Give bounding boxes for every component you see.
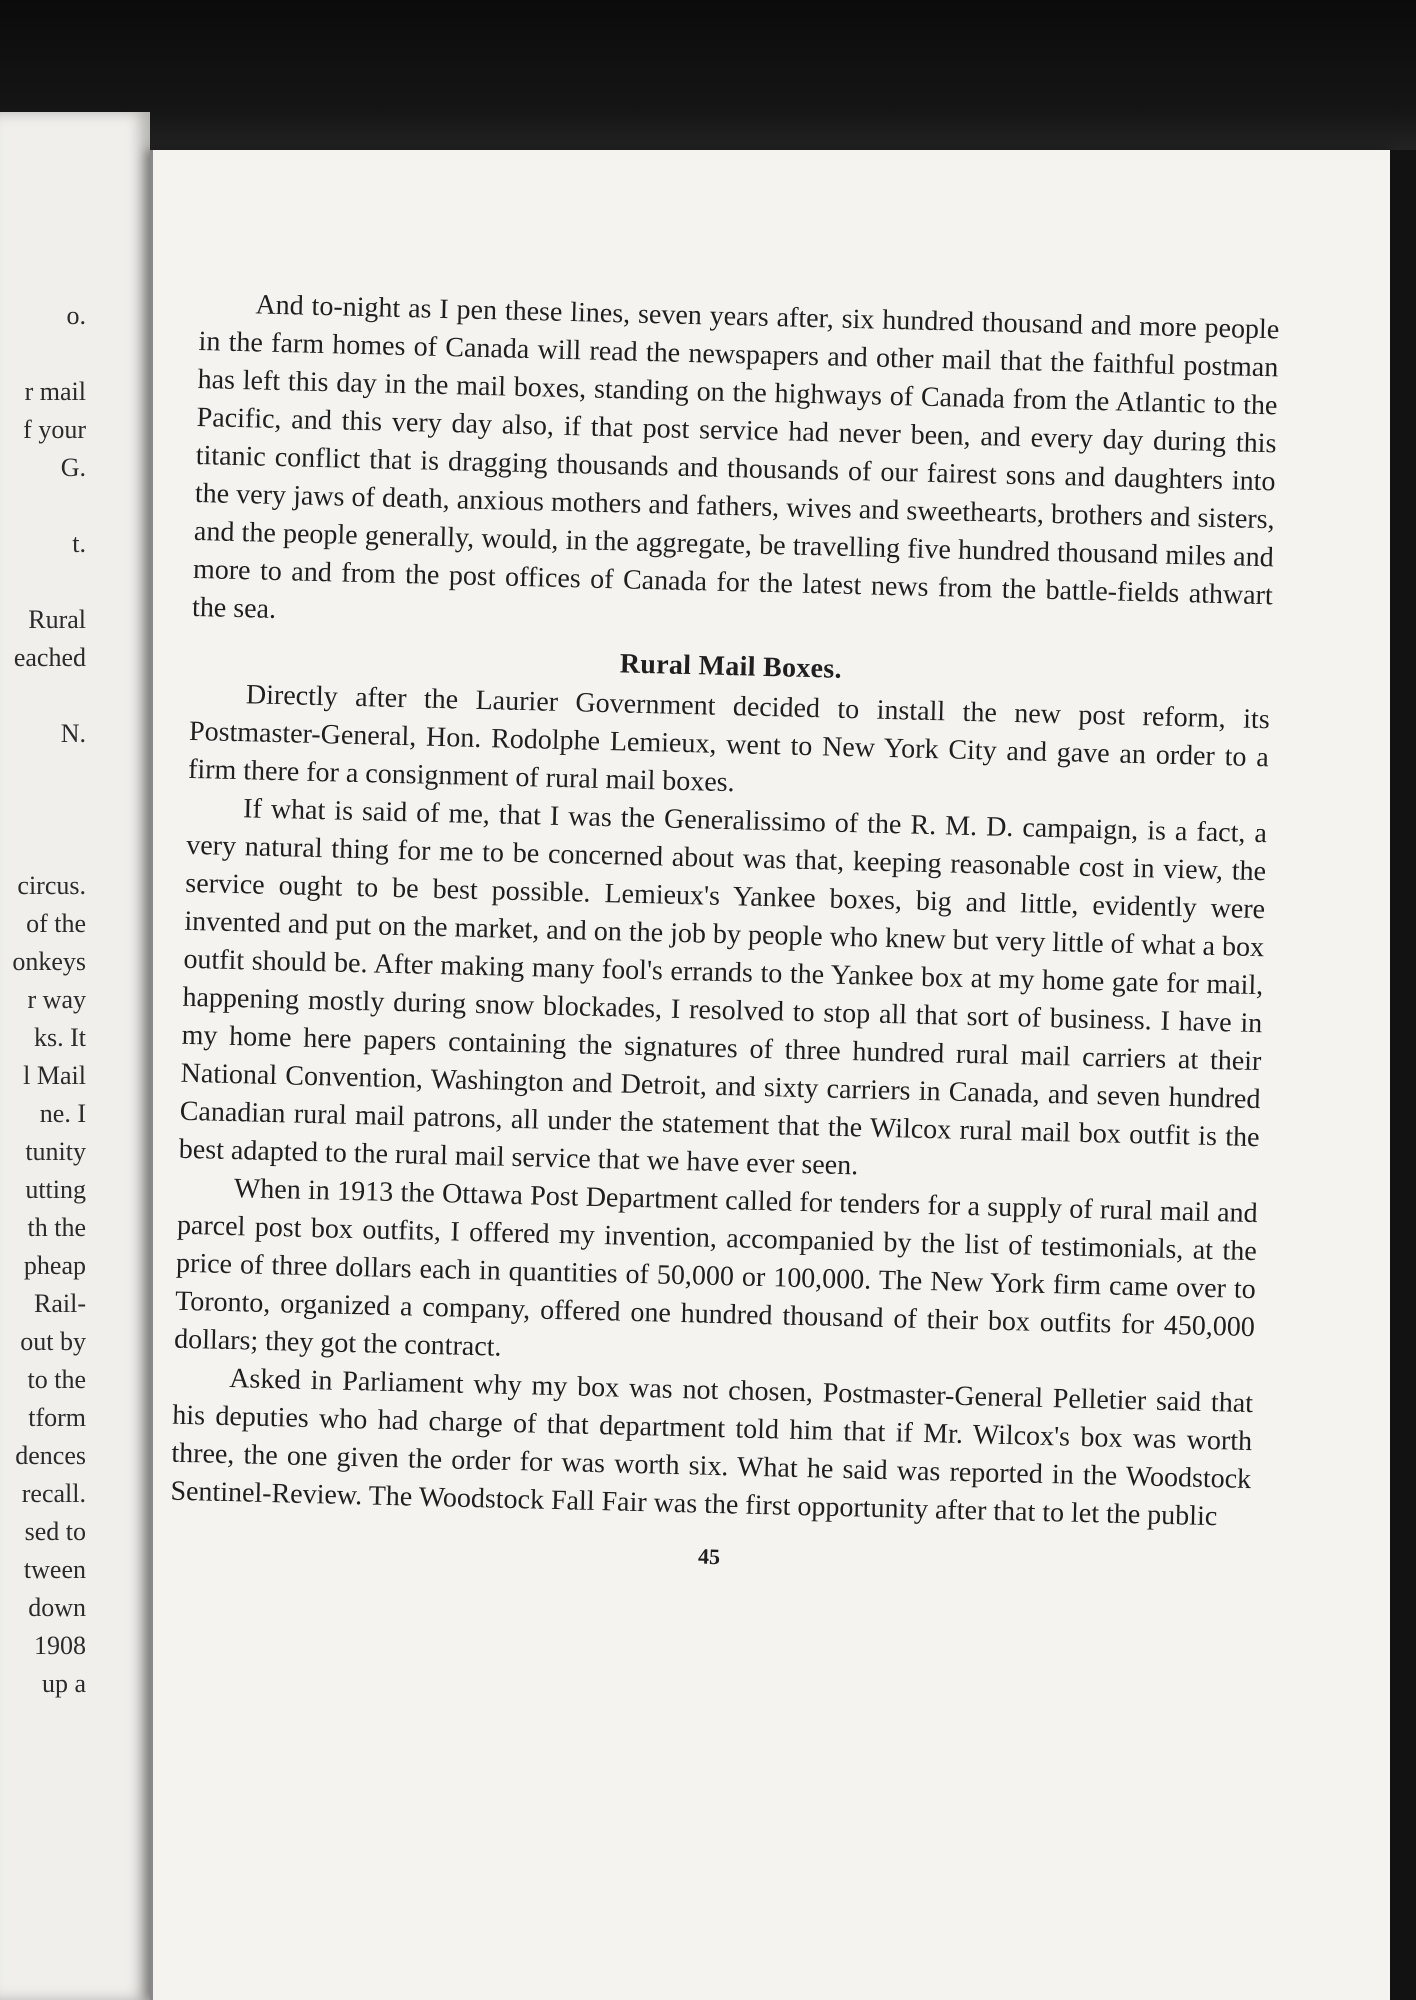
left-fragment-line: pheap — [23, 1251, 86, 1280]
left-fragment-line: tunity — [25, 1137, 86, 1166]
scan-top-shadow — [0, 0, 1416, 170]
left-fragment-line: tween — [23, 1555, 86, 1584]
left-fragment-gap — [0, 487, 86, 525]
paragraph-1: And to-night as I pen these lines, seven years after, six hundred thousand and more people in the farm homes of Canada will read the newspapers and other mail that the faithful postman has left this day in the mail boxes, standing on the highways of Canada from the Atlantic to the Pacific, and this very day also, if that post service had never been, and every day during this titanic conflict that is dragging thousands and thousands of our fairest sons and daughters into the very jaws of death, anxious mothers and fathers, wives and sweethearts, brothers and sisters, and the people generally, would, in the aggregate, be travelling five hundred thousand miles and more to and from the post offices of Canada for the latest news from the battle-fields athwart the sea. — [191, 289, 1280, 625]
left-page-text-fragments — [0, 297, 86, 1703]
left-fragment-line: up a — [41, 1669, 86, 1698]
left-fragment-line: out by — [20, 1327, 86, 1356]
left-fragment-line: l Mail — [23, 1061, 86, 1090]
left-fragment-line: onkeys — [12, 947, 86, 976]
left-fragment-gap — [0, 335, 86, 373]
left-fragment-line: down — [28, 1593, 86, 1622]
left-fragment-line: r way — [27, 985, 86, 1014]
left-fragment-line: 1908 — [34, 1631, 86, 1660]
paragraph-3: If what is said of me, that I was the Generalissimo of the R. M. D. campaign, is a fact, a very natural thing for me to be concerned about was that, keeping reasonable cost in view, the service ought to be best possible. Lemieux's Yankee boxes, big and little, evidently were invented and put on the market, and on the job by people who knew but very little of what a box outfit should be. After making many fool's errands to the Yankee box at my home gate for mail, happening mostly during snow blockades, I resolved to stop all that sort of business. I have in my home here papers containing the signatures of three hundred rural mail carriers at their National Convention, Washington and Detroit, and sixty carriers in Canada, and seven hundred Canadian rural mail patrons, all under the statement that the Wilcox rural mail box outfit is the best adapted to the rural mail service that we have ever seen. — [178, 793, 1268, 1182]
left-fragment-gap — [0, 791, 86, 829]
left-fragment-line: th the — [27, 1213, 86, 1242]
left-fragment-line: dences — [15, 1441, 86, 1470]
left-fragment-gap — [0, 563, 86, 601]
left-fragment-line: ne. I — [39, 1099, 86, 1128]
left-fragment-line: of the — [26, 909, 86, 938]
page-text — [170, 285, 1280, 1570]
paragraph-5: Asked in Parliament why my box was not chosen, Postmaster-General Pelletier said that his deputies who had charge of that department told him that if Mr. Wilcox's box was worth three, the one given the order for was worth six. What he said was reported in the Woodstock Sentinel-Review. The Woodstock Fall Fair was the first opportunity after that to let the public — [170, 1363, 1254, 1533]
left-fragment-line: utting — [25, 1175, 86, 1204]
left-fragment-line: to the — [27, 1365, 86, 1394]
left-fragment-line: recall. — [21, 1479, 86, 1508]
left-fragment-line: o. — [66, 301, 86, 330]
left-fragment-line: N. — [60, 719, 86, 748]
section-heading: Rural Mail Boxes. — [619, 648, 843, 685]
left-fragment-line: tform — [28, 1403, 86, 1432]
left-fragment-gap — [0, 753, 86, 791]
paragraph-4: When in 1913 the Ottawa Post Department called for tenders for a supply of rural mail and parcel post box outfits, I offered my invention, accompanied by the list of testimonials, at the price of three dollars each in quantities of 50,000 or 100,000. The New York firm came over to Toronto, organized a company, offered one hundred thousand of their box outfits for 450,000 dollars; they got the contract. — [173, 1173, 1259, 1363]
scan-right-edge — [1390, 150, 1416, 2000]
left-fragment-line: r mail — [24, 377, 86, 406]
left-fragment-line: sed to — [24, 1517, 86, 1546]
left-fragment-line: Rural — [28, 605, 86, 634]
left-facing-page — [0, 112, 150, 2000]
left-fragment-line: ks. It — [34, 1023, 86, 1052]
left-fragment-line: Rail- — [34, 1289, 86, 1318]
left-fragment-gap — [0, 677, 86, 715]
left-fragment-line: eached — [13, 643, 86, 672]
left-fragment-line: f your — [23, 415, 86, 444]
left-fragment-line: G. — [60, 453, 86, 482]
left-fragment-gap — [0, 829, 86, 867]
paragraph-2: Directly after the Laurier Government decided to install the new post reform, its Postmaster-General, Hon. Rodolphe Lemieux, went to New York City and gave an order to a firm there for a consignment of rural mail boxes. — [187, 679, 1271, 799]
left-fragment-line: t. — [72, 529, 86, 558]
page-number: 45 — [697, 1543, 721, 1570]
left-fragment-line: circus. — [17, 871, 86, 900]
